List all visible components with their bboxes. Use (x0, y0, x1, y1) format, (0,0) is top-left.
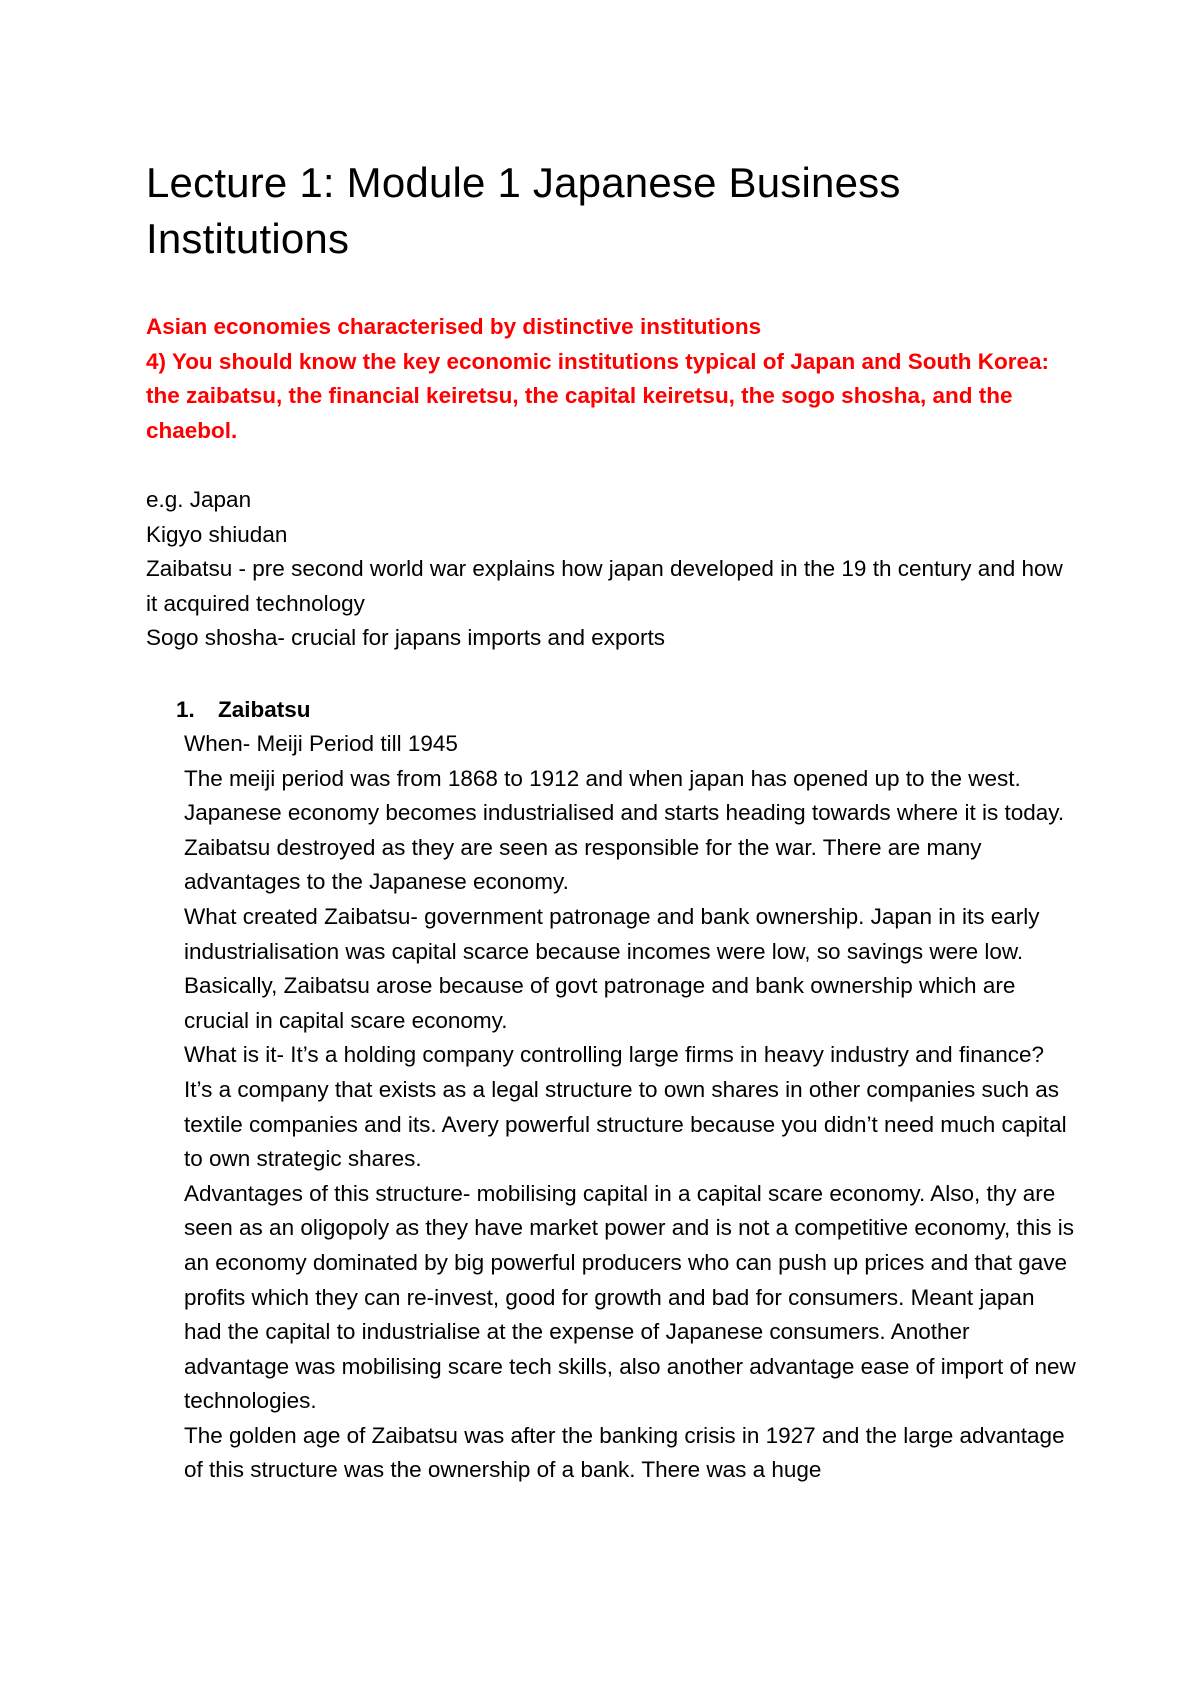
section-heading (176, 693, 311, 728)
learning-objective-block (146, 310, 1076, 448)
section-paragraph: The golden age of Zaibatsu was after the banking crisis in 1927 and the large advantage of this structure was the ownership of a bank. There was a huge (184, 1422, 1065, 1483)
section-paragraph: What is it- It’s a holding company controlling large firms in heavy industry and finance? It’s a company that exists as a legal structure to own shares in other companies such as textile companies and its. Avery powerful structure because you didn’t need much capital to own strategic shares. (184, 1042, 1067, 1172)
section-paragraph: The meiji period was from 1868 to 1912 and when japan has opened up to the west. Japanese economy becomes industrialised and starts heading towards where it is today. Zaibatsu destroyed as they are seen as responsible for the war. There are many advantages to the Japanese economy. (184, 765, 1065, 895)
intro-line: Sogo shosha- crucial for japans imports and exports (146, 625, 666, 651)
document-title: Lecture 1: Module 1 Japanese Business Institutions (146, 159, 901, 262)
intro-line: Kigyo shiudan (146, 521, 288, 547)
objective-line-2: 4) You should know the key economic institutions typical of Japan and South Korea: the zaibatsu, the financial keiretsu, the capital keiretsu, the sogo shosha, and the chaebol. (146, 348, 1050, 443)
section-paragraph: What created Zaibatsu- government patronage and bank ownership. Japan in its early industrialisation was capital scarce because incomes were low, so savings were low. Basically, Zaibatsu arose because of govt patronage and bank ownership which are crucial in capital scare economy. (184, 903, 1040, 1033)
objective-line-1: Asian economies characterised by distinctive institutions (146, 314, 762, 339)
section-body (184, 727, 1076, 1488)
intro-block (146, 483, 1076, 656)
section-title: Zaibatsu (218, 697, 311, 722)
intro-line: e.g. Japan (146, 487, 252, 512)
intro-line: Zaibatsu - pre second world war explains how japan developed in the 19 th century and how it acquired technology (146, 556, 1063, 616)
section-paragraph: Advantages of this structure- mobilising capital in a capital scare economy. Also, thy are seen as an oligopoly as they have market power and is not a competitive economy, this is an economy dominated by big powerful producers who can push up prices and that gave profits which they can re-invest, good for growth and bad for consumers. Meant japan had the capital to industrialise at the expense of Japanese consumers. Another advantage was mobilising scare tech skills, also another advantage ease of import of new technologies. (184, 1180, 1076, 1414)
section-number: 1. (176, 697, 195, 722)
section-paragraph: When- Meiji Period till 1945 (184, 731, 458, 756)
